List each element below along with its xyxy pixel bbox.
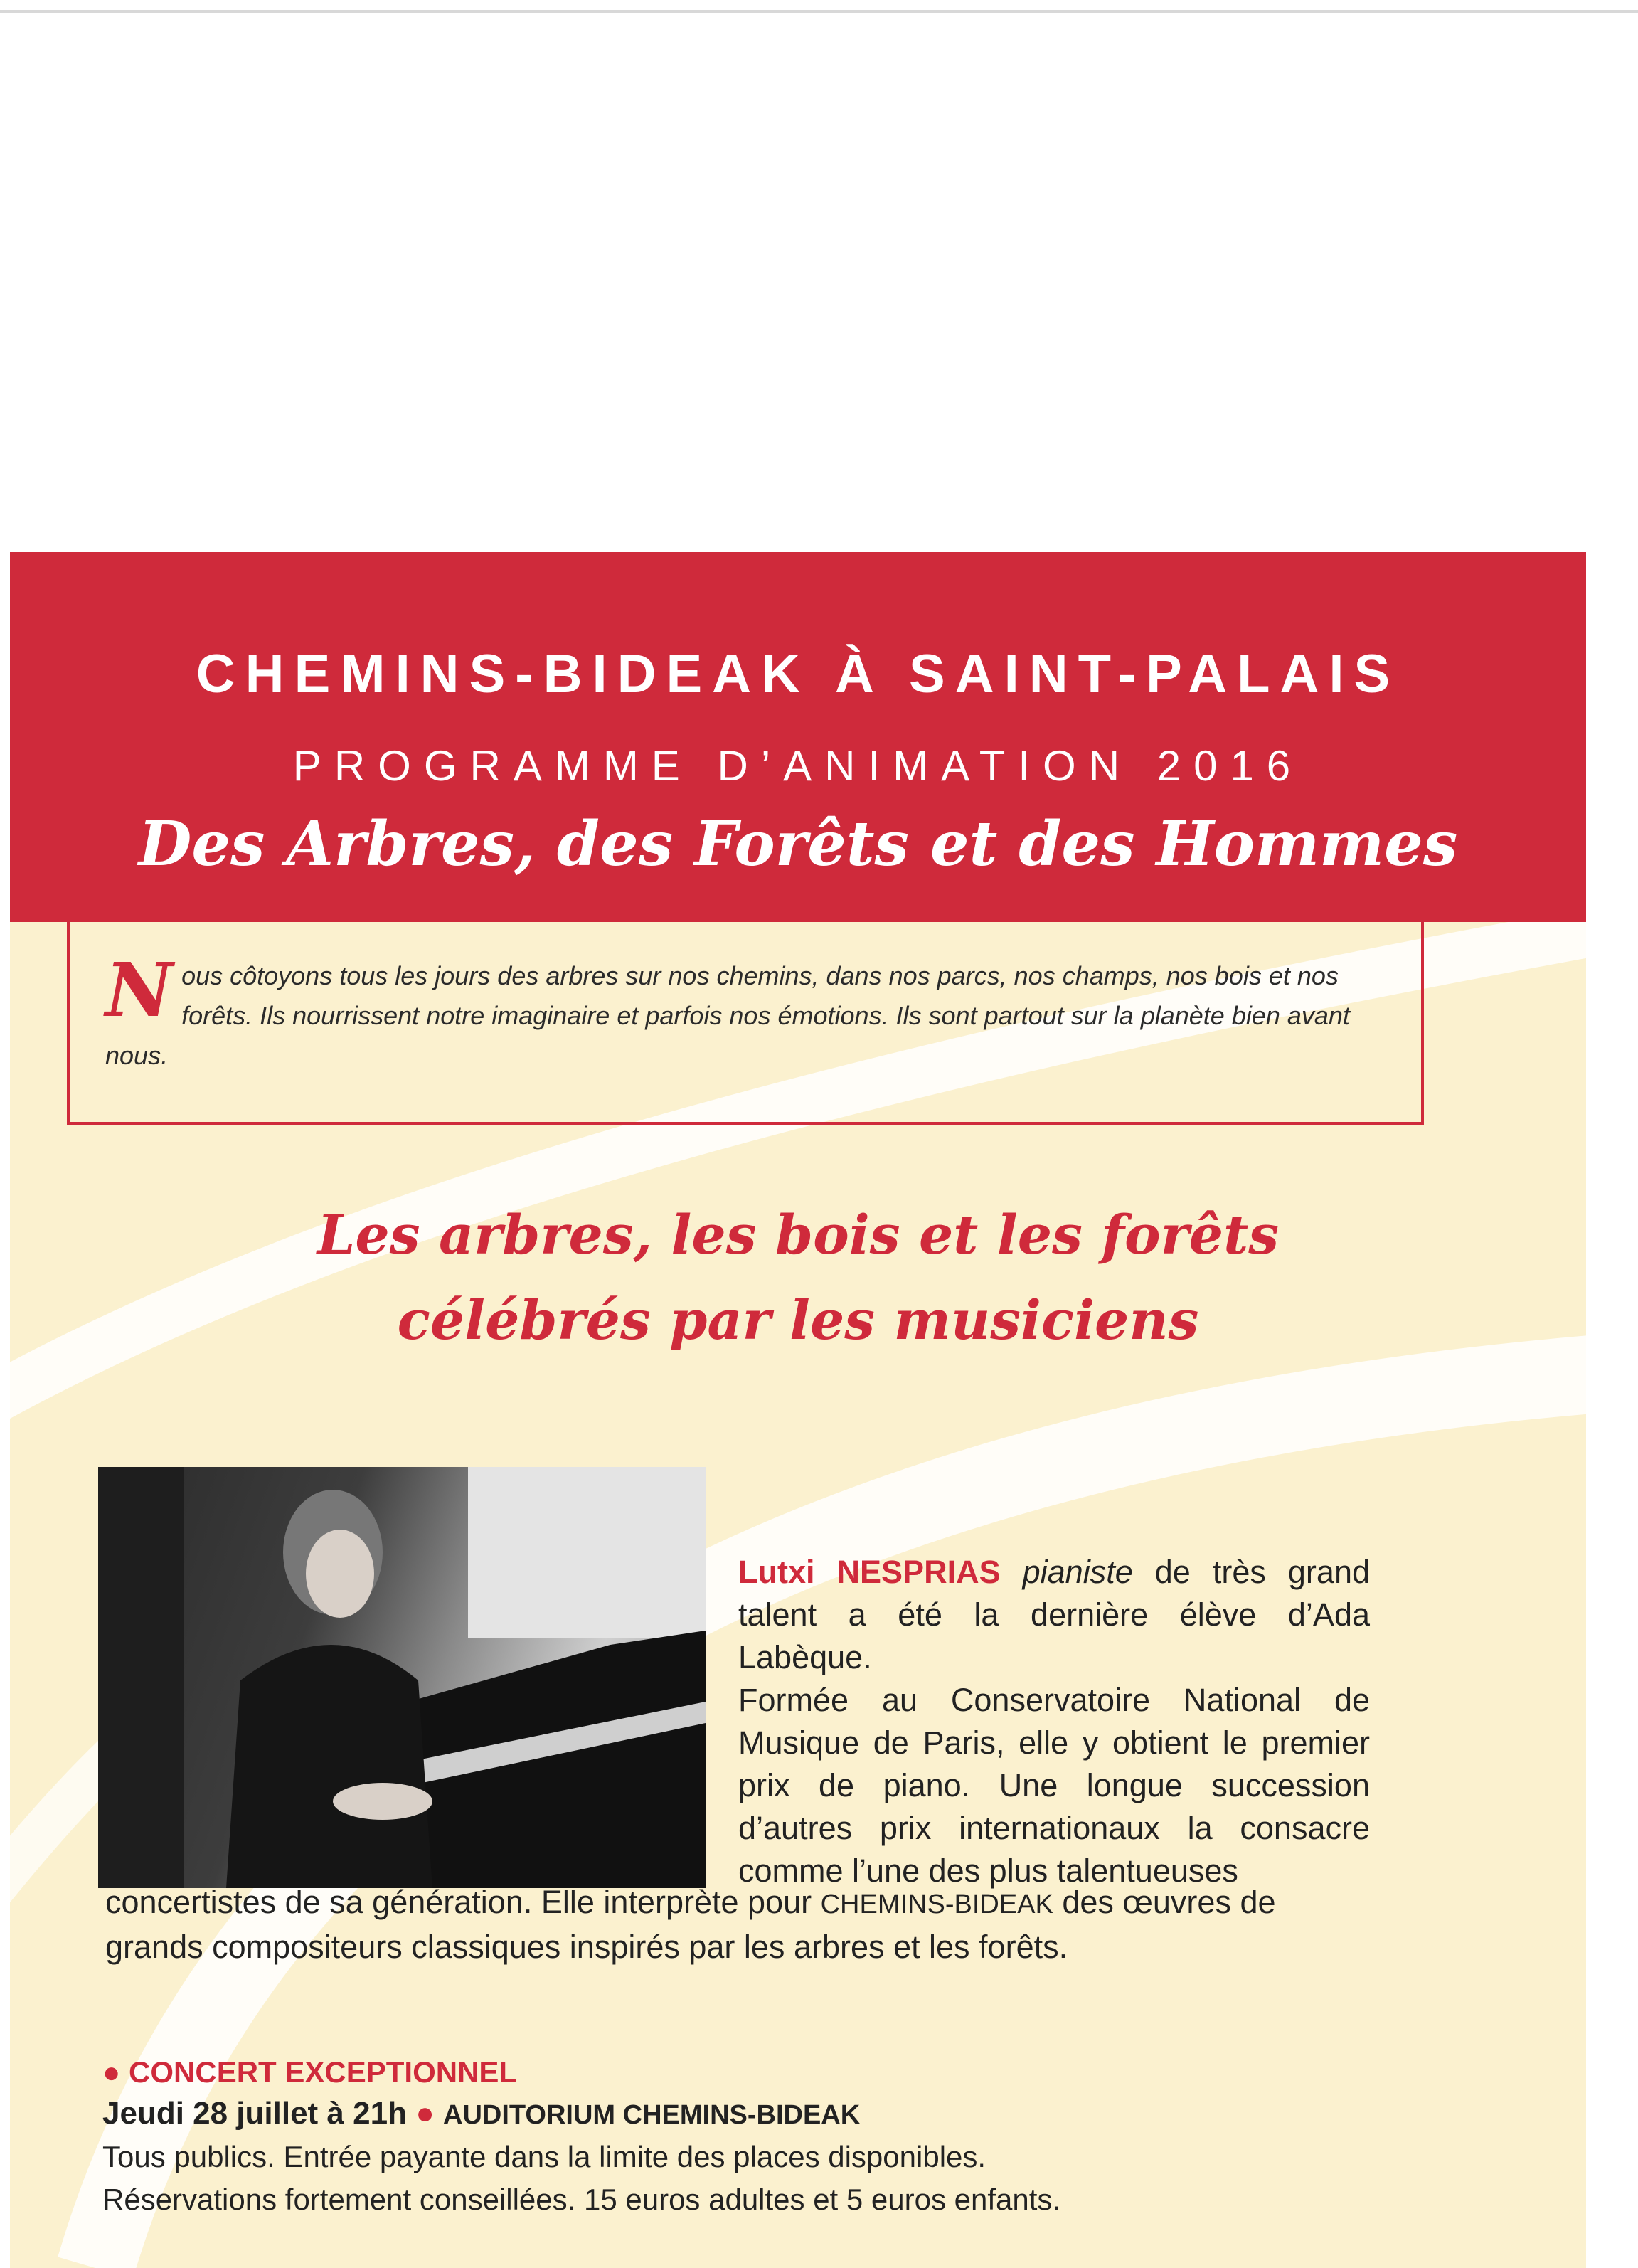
intro-dropcap: N [105,946,174,1034]
event-venue: AUDITORIUM CHEMINS-BIDEAK [443,2100,861,2130]
event-block [102,2052,1454,2221]
performer-role: pianiste [1022,1554,1133,1590]
performer-text2: Formée au Conservatoire National de Musique de Paris, elle y obtient le premier prix de piano. Une longue succession d’autres prix internationaux la consacre comme l’une des plus talentueuses [738,1682,1370,1889]
performer-name: Lutxi NESPRIAS [738,1554,1001,1590]
intro-text [105,946,1386,1076]
section-title [10,1192,1586,1363]
performer-text3 [105,1881,1370,1968]
flyer [10,552,1586,2268]
event-label [102,2052,1454,2093]
event-info1: Tous publics. Entrée payante dans la limite des places disponibles. [102,2140,986,2173]
banner-subtitle: PROGRAMME D’ANIMATION 2016 [292,742,1304,790]
section-title-line2: célébrés par les musiciens [397,1288,1199,1352]
performer-text1: de très grand talent a été la dernière élève d’Ada Labèque. [738,1554,1370,1675]
photo-illustration [98,1467,706,1888]
performer-intro [738,1551,1370,1679]
event-info2: Réservations fortement conseillées. 15 euros adultes et 5 euros enfants. [102,2183,1061,2216]
intro-box [67,922,1424,1125]
performer-org: CHEMINS-BIDEAK [820,1890,1053,1919]
bullet-icon: ● [415,2096,435,2131]
event-label-text: CONCERT EXCEPTIONNEL [129,2055,518,2089]
performer-text3b: des œuvres de grands compositeurs classiques inspirés par les arbres et les forêts. [105,1884,1276,1965]
header-banner [10,552,1586,922]
event-when-where [102,2093,1454,2136]
performer-photo [98,1467,706,1888]
bullet-icon: ● [102,2055,121,2089]
performer-text3a: concertistes de sa génération. Elle interprète pour [105,1884,821,1920]
scan-edge [0,10,1638,13]
event-date: Jeudi 28 juillet à 21h [102,2096,407,2131]
section-title-line1: Les arbres, les bois et les forêts [317,1203,1280,1266]
intro-body: ous côtoyons tous les jours des arbres sur nos chemins, dans nos parcs, nos champs, nos bois et nos forêts. Ils nourrissent notre imaginaire et parfois nos émotions. Ils sont partout sur la planète bien avant nous. [105,961,1350,1070]
banner-title: CHEMINS-BIDEAK À SAINT-PALAIS [196,644,1400,704]
performer-bio-right [738,1551,1370,1892]
performer-bio-full [105,1881,1370,1968]
banner-theme: Des Arbres, des Forêts et des Hommes [138,808,1458,880]
